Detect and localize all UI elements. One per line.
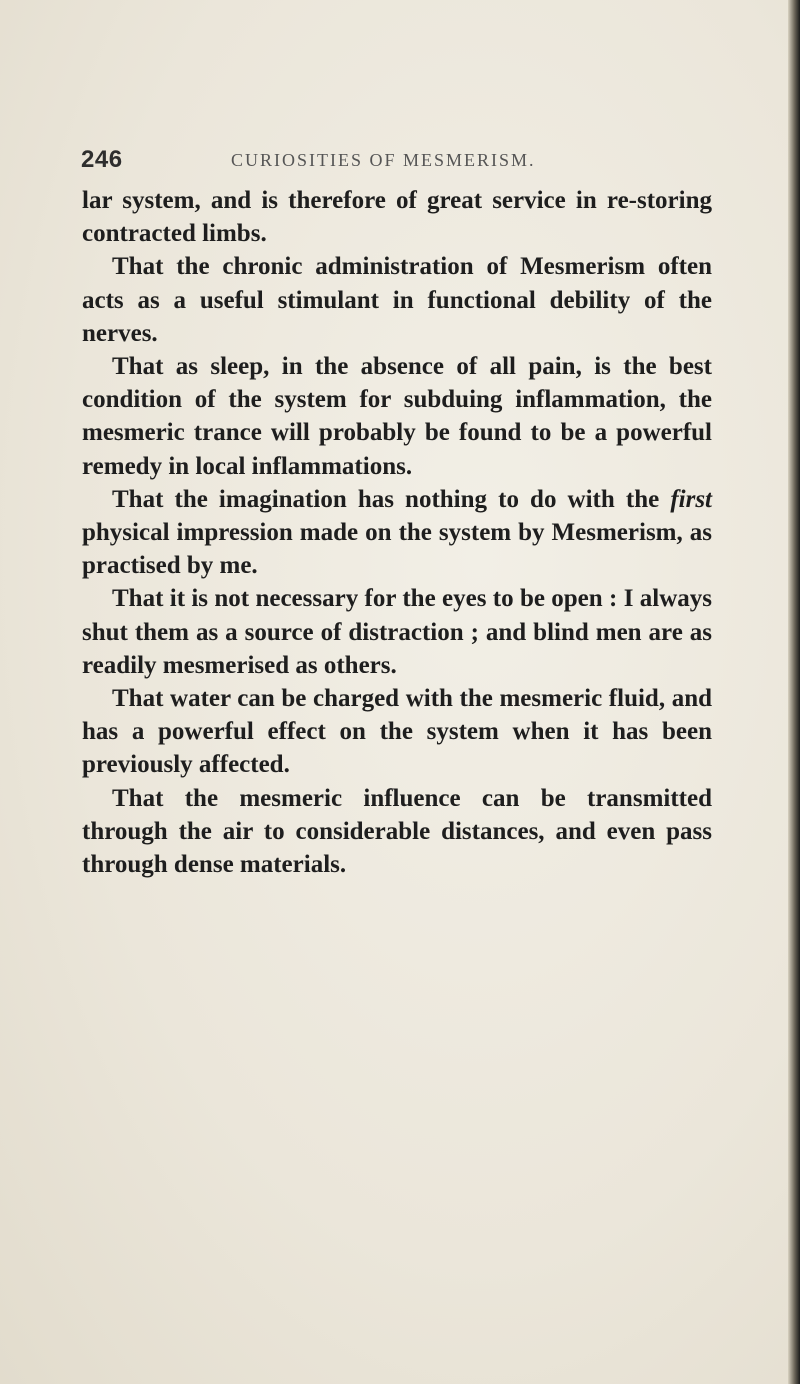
paragraph-transmitted-influence: That the mesmeric influence can be transmitted through the air to considerable distances, and even pass through dense materials. [82, 784, 712, 879]
page-header [81, 146, 721, 186]
paragraph-imagination [82, 483, 712, 583]
body-text [82, 184, 712, 881]
paragraph-sleep-inflammation: That as sleep, in the absence of all pain, is the best condition of the system for subduing inflammation, the mesmeric trance will probably be found to be a powerful remedy in local inflammations. [82, 353, 712, 480]
paragraph-charged-water: That water can be charged with the mesmeric fluid, and has a powerful effect on the system when it has been previously affected. [82, 685, 712, 779]
page-edge-shadow [788, 0, 800, 1384]
paragraph-chronic-administration: That the chronic administration of Mesmerism often acts as a useful stimulant in functional debility of the nerves. [82, 253, 712, 347]
page-number: 246 [81, 146, 123, 173]
paragraph-imagination-start: That the imagination has nothing to do with the [112, 485, 671, 513]
paragraph-eyes-open: That it is not necessary for the eyes to be open : I always shut them as a source of distraction ; and blind men are as readily mesmerised as others. [82, 585, 712, 679]
running-head: CURIOSITIES OF MESMERISM. [231, 150, 536, 170]
paragraph-continuation: lar system, and is therefore of great service in re-storing contracted limbs. [82, 187, 712, 248]
emphasis-first: first [670, 485, 712, 513]
paragraph-imagination-end: physical impression made on the system by Mesmerism, as practised by me. [82, 519, 712, 580]
